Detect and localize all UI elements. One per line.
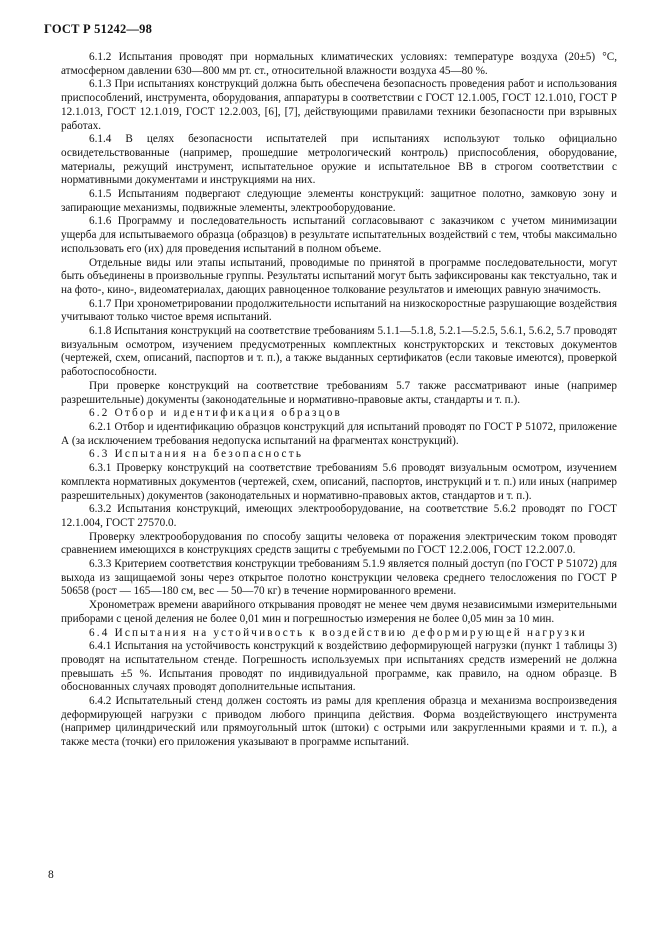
paragraph: Отдельные виды или этапы испытаний, проводимые по принятой в программе последовательности, могут быть объединены в произвольные группы. Результаты испытаний могут быть зафиксированы как текстуально, так и на фото-, кино-, видеоматериалах, дающих равноценное толкование результатов и имеющих равную значимость. <box>61 256 617 296</box>
paragraph: Проверку электрооборудования по способу защиты человека от поражения электрическим током проводят сравнением имеющихся в конструкциях средств защиты с требуемыми по ГОСТ 12.2.006, ГОСТ 12.2.007.0. <box>61 530 617 557</box>
section-heading: 6.4 Испытания на устойчивость к воздействию деформирующей нагрузки <box>89 626 587 639</box>
paragraph: 6.1.3 При испытаниях конструкций должна быть обеспечена безопасность проведения работ и использования приспособлений, инструмента, оборудования, аппаратуры в соответствии с ГОСТ 12.1.005, ГОСТ 12.1.010, ГОСТ Р 12.1.013, ГОСТ 12.1.019, ГОСТ 12.2.003, [6], [7], действующими правилами техники безопасности при взрывных работах. <box>61 78 617 132</box>
paragraph: 6.1.8 Испытания конструкций на соответствие требованиям 5.1.1—5.1.8, 5.2.1—5.2.5, 5.6.1, 5.6.2, 5.7 проводят визуальным осмотром, изучением предусмотренных комплектных конструкторских и текстовых документов (чертежей, схем, описаний, паспортов и т. п.), а также выданных сертификатов (если таковые имеются), проверкой работоспособности. <box>61 325 617 379</box>
paragraph: 6.3.2 Испытания конструкций, имеющих электрооборудование, на соответствие 5.6.2 проводят по ГОСТ 12.1.004, ГОСТ 27570.0. <box>61 503 617 529</box>
page-number: 8 <box>48 869 54 881</box>
paragraph: 6.4.1 Испытания на устойчивость конструкций к воздействию деформирующей нагрузки (пункт 1 таблицы 3) проводят на испытательном стенде. Погрешность используемых при испытаниях средств измерений не должна превышать ±5 %. Испытания проводят по индивидуальной программе, как правило, на одном образце. В обоснованных случаях проводят дополнительные испытания. <box>61 640 617 694</box>
section-heading: 6.2 Отбор и идентификация образцов <box>89 407 343 420</box>
paragraph: 6.2.1 Отбор и идентификацию образцов конструкций для испытаний проводят по ГОСТ Р 51072, приложение А (за исключением требования недопуска испытаний на фрагментах конструкций). <box>61 420 617 447</box>
paragraph: 6.1.7 При хронометрировании продолжительности испытаний на низкоскоростные разрушающие воздействия учитывают только чистое время испытаний. <box>61 297 617 324</box>
paragraph: При проверке конструкций на соответствие требованиям 5.7 также рассматривают иные (например разрешительные) документы (законодательные и нормативно-правовые акты, стандарты и т. п.). <box>61 379 617 406</box>
paragraph: 6.4.2 Испытательный стенд должен состоять из рамы для крепления образца и механизма воспроизведения деформирующей нагрузки с приводом любого принципа действия. Форма воздействующего инструмента (например цилиндрический или прямоугольный шток (штоки) с острыми или закругленными краями и т. п.), а также места (точки) его приложения указывают в программе испытаний. <box>61 695 617 749</box>
paragraph: 6.1.4 В целях безопасности испытателей при испытаниях используют только официально освидетельствованные (например, прошедшие метрологический контроль) приспособления, оборудование, материалы, режущий инструмент, испытательное оружие и испытательное ВВ в строгом соответствии с нормативными документами и инструкциями на них. <box>61 133 617 187</box>
paragraph: 6.1.2 Испытания проводят при нормальных климатических условиях: температуре воздуха (20±5) °С, атмосферном давлении 630—800 мм рт. ст., относительной влажности воздуха 45—80 %. <box>61 51 617 77</box>
document-body <box>61 51 617 750</box>
paragraph: Хронометраж времени аварийного открывания проводят не менее чем двумя независимыми измерительными приборами с ценой деления не более 0,01 мин и погрешностью измерения не более 0,05 мин за 10 мин. <box>61 599 617 625</box>
paragraph: 6.3.3 Критерием соответствия конструкции требованиям 5.1.9 является полный доступ (по ГОСТ Р 51072) для выхода из защищаемой зоны через открытое полотно конструкции человека среднего телосложения по ГОСТ Р 50658 (рост — 165—180 см, вес — 50—70 кг) в течение нормированного времени. <box>61 558 617 598</box>
section-heading: 6.3 Испытания на безопасность <box>89 448 304 461</box>
paragraph: 6.1.6 Программу и последовательность испытаний согласовывают с заказчиком с учетом минимизации ущерба для испытываемого образца (образцов) в результате испытательных воздействий с тем, чтобы максимально использовать его (их) для проведения испытаний в полном объеме. <box>61 215 617 255</box>
standard-header: ГОСТ Р 51242—98 <box>44 22 153 36</box>
paragraph: 6.1.5 Испытаниям подвергают следующие элементы конструкций: защитное полотно, замковую зону и запирающие механизмы, подвижные элементы, электрооборудование. <box>61 188 617 214</box>
paragraph: 6.3.1 Проверку конструкций на соответствие требованиям 5.6 проводят визуальным осмотром, изучением комплекта нормативных документов (чертежей, схем, описаний, паспортов, инструкций и т. п.) или иных (например разрешительных) документов (законодательных и нормативно-правовых актов, стандартов и т. п.). <box>61 462 617 502</box>
